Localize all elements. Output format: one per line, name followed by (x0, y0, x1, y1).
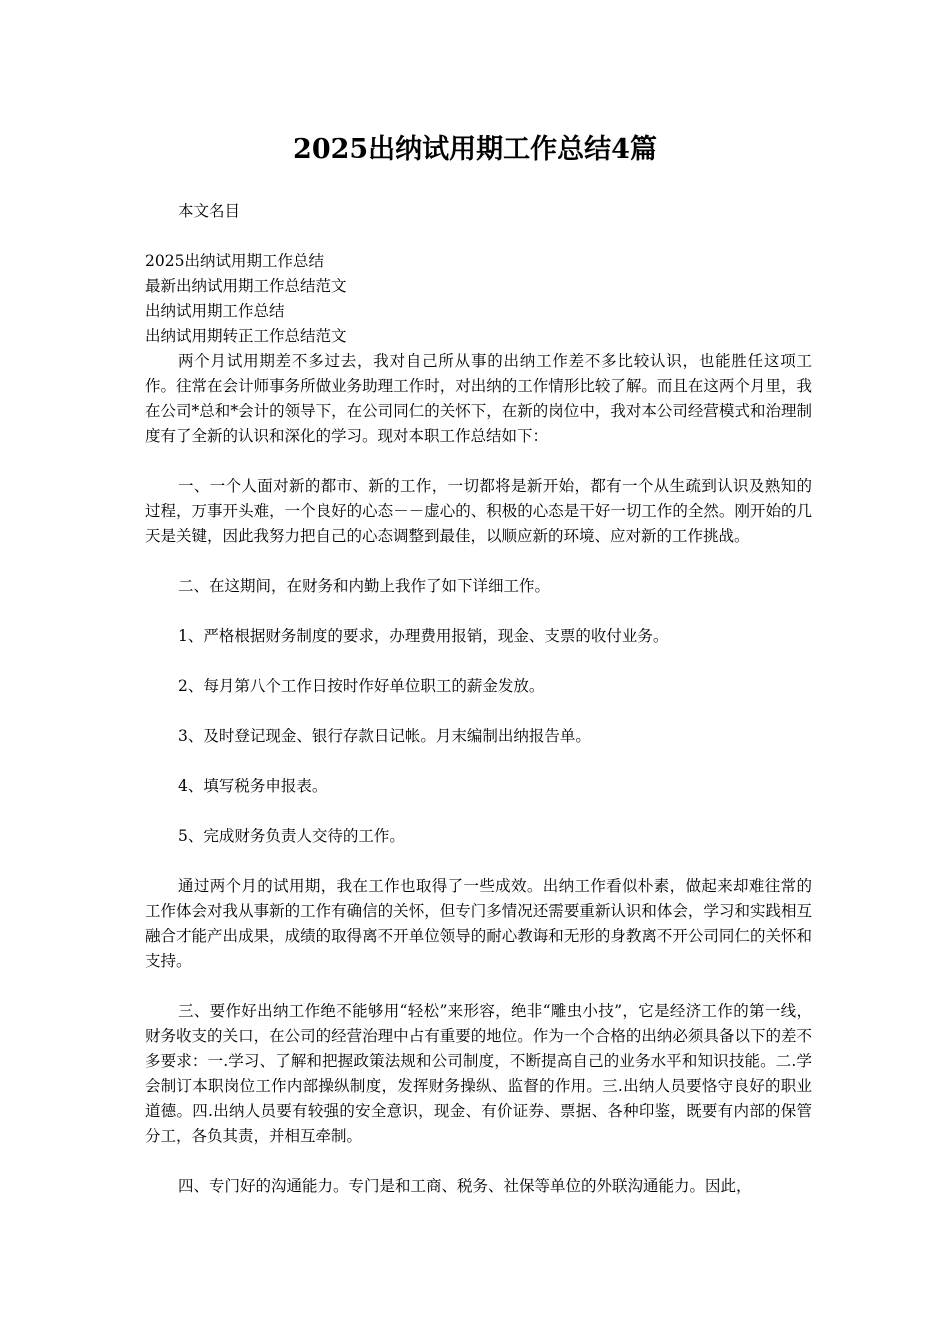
list-item: 1、严格根据财务制度的要求，办理费用报销，现金、支票的收付业务。 (178, 627, 669, 645)
body-paragraph: 两个月试用期差不多过去，我对自己所从事的出纳工作差不多比较认识，也能胜任这项工作。往常在会计师事务所做业务助理工作时，对出纳的工作情形比较了解。而且在这两个月里，我在公司*总和*会计的领导下，在公司同仁的关怀下，在新的岗位中，我对本公司经营模式和治理制度有了全新的认识和深化的学习。现对本职工作总结如下： (145, 352, 812, 445)
list-item: 2、每月第八个工作日按时作好单位职工的薪金发放。 (178, 677, 545, 695)
toc-heading: 本文名目 (178, 202, 241, 220)
toc-item: 出纳试用期转正工作总结范文 (145, 327, 347, 345)
toc-item: 最新出纳试用期工作总结范文 (145, 277, 347, 295)
body-paragraph: 二、在这期间，在财务和内勤上我作了如下详细工作。 (178, 577, 551, 595)
list-item: 3、及时登记现金、银行存款日记帐。月末编制出纳报告单。 (178, 727, 591, 745)
toc-item: 2025出纳试用期工作总结 (145, 252, 324, 270)
body-paragraph: 三、要作好出纳工作绝不能够用“轻松”来形容，绝非“雕虫小技”，它是经济工作的第一线，财务收支的关口，在公司的经营治理中占有重要的地位。作为一个合格的出纳必须具备以下的差不多要求：一.学习、了解和把握政策法规和公司制度，不断提高自己的业务水平和知识技能。二.学会制订本职岗位工作内部操纵制度，发挥财务操纵、监督的作用。三.出纳人员要恪守良好的职业道德。四.出纳人员要有较强的安全意识，现金、有价证券、票据、各种印鉴，既要有内部的保管分工，各负其责，并相互牵制。 (145, 1002, 812, 1145)
document-body (145, 199, 812, 1199)
document-title: 2025出纳试用期工作总结4篇 (293, 134, 657, 165)
body-paragraph: 通过两个月的试用期，我在工作也取得了一些成效。出纳工作看似朴素，做起来却难往常的工作体会对我从事新的工作有确信的关怀，但专门多情况还需要重新认识和体会，学习和实践相互融合才能产出成果，成绩的取得离不开单位领导的耐心教诲和无形的身教离不开公司同仁的关怀和支持。 (145, 877, 812, 970)
list-item: 4、填写税务申报表。 (178, 777, 328, 795)
list-item: 5、完成财务负责人交待的工作。 (178, 827, 405, 845)
toc-item: 出纳试用期工作总结 (145, 302, 285, 320)
body-paragraph: 四、专门好的沟通能力。专门是和工商、税务、社保等单位的外联沟通能力。因此， (178, 1177, 752, 1195)
body-paragraph: 一、一个人面对新的都市、新的工作，一切都将是新开始，都有一个从生疏到认识及熟知的过程，万事开头难，一个良好的心态－－虚心的、积极的心态是干好一切工作的全然。刚开始的几天是关键，因此我努力把自己的心态调整到最佳，以顺应新的环境、应对新的工作挑战。 (145, 477, 812, 545)
